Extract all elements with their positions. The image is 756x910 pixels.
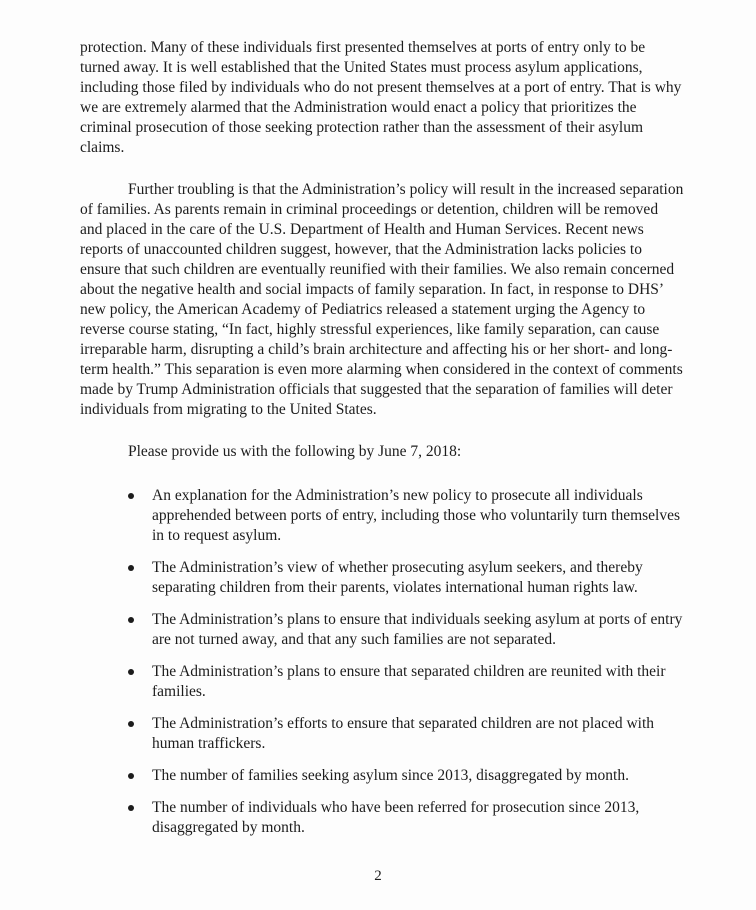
request-list <box>80 486 700 838</box>
list-item <box>80 486 700 546</box>
request-intro: Please provide us with the following by June 7, 2018: <box>128 443 462 460</box>
paragraph-family-separation: Further troubling is that the Administration’s policy will result in the increased separation of families. As parents remain in criminal proceedings or detention, children will be removed and placed in the care of the U.S. Department of Health and Human Services. Recent news reports of unaccounted children suggest, however, that the Administration lacks policies to ensure that such children are eventually reunified with their families. We also remain concerned about the negative health and social impacts of family separation. In fact, in response to DHS’ new policy, the American Academy of Pediatrics released a statement urging the Agency to reverse course stating, “In fact, highly stressful experiences, like family separation, can cause irreparable harm, disrupting a child’s brain architecture and affecting his or her short- and long- term health.” This separation is even more alarming when considered in the context of comments made by Trump Administration officials that suggested that the separation of families will deter individuals from migrating to the United States. <box>80 181 684 418</box>
list-item-text: The Administration’s view of whether prosecuting asylum seekers, and thereby separating children from their parents, violates international human rights law. <box>152 559 643 596</box>
list-item <box>80 714 700 754</box>
paragraph-continued: protection. Many of these individuals first presented themselves at ports of entry only to be turned away. It is well established that the United States must process asylum applications, including those filed by individuals who do not present themselves at a port of entry. That is why we are extremely alarmed that the Administration would enact a policy that prioritizes the criminal prosecution of those seeking protection rather than the assessment of their asylum claims. <box>80 39 682 156</box>
list-item <box>80 766 700 786</box>
list-item-text: The Administration’s plans to ensure that individuals seeking asylum at ports of entry are not turned away, and that any such families are not separated. <box>152 611 683 648</box>
list-item <box>80 610 700 650</box>
bullet-icon <box>128 617 134 623</box>
list-item <box>80 798 700 838</box>
document-body <box>80 38 700 850</box>
list-item <box>80 662 700 702</box>
bullet-icon <box>128 493 134 499</box>
bullet-icon <box>128 773 134 779</box>
bullet-icon <box>128 565 134 571</box>
bullet-icon <box>128 805 134 811</box>
list-item <box>80 558 700 598</box>
list-item-text: The number of families seeking asylum since 2013, disaggregated by month. <box>152 767 629 784</box>
list-item-text: The number of individuals who have been referred for prosecution since 2013, disaggregated by month. <box>152 799 640 836</box>
list-item-text: The Administration’s plans to ensure that separated children are reunited with their families. <box>152 663 666 700</box>
list-item-text: The Administration’s efforts to ensure that separated children are not placed with human traffickers. <box>152 715 655 752</box>
bullet-icon <box>128 721 134 727</box>
list-item-text: An explanation for the Administration’s new policy to prosecute all individuals apprehended between ports of entry, including those who voluntarily turn themselves in to request asylum. <box>152 487 681 544</box>
page-number: 2 <box>374 868 382 884</box>
bullet-icon <box>128 669 134 675</box>
